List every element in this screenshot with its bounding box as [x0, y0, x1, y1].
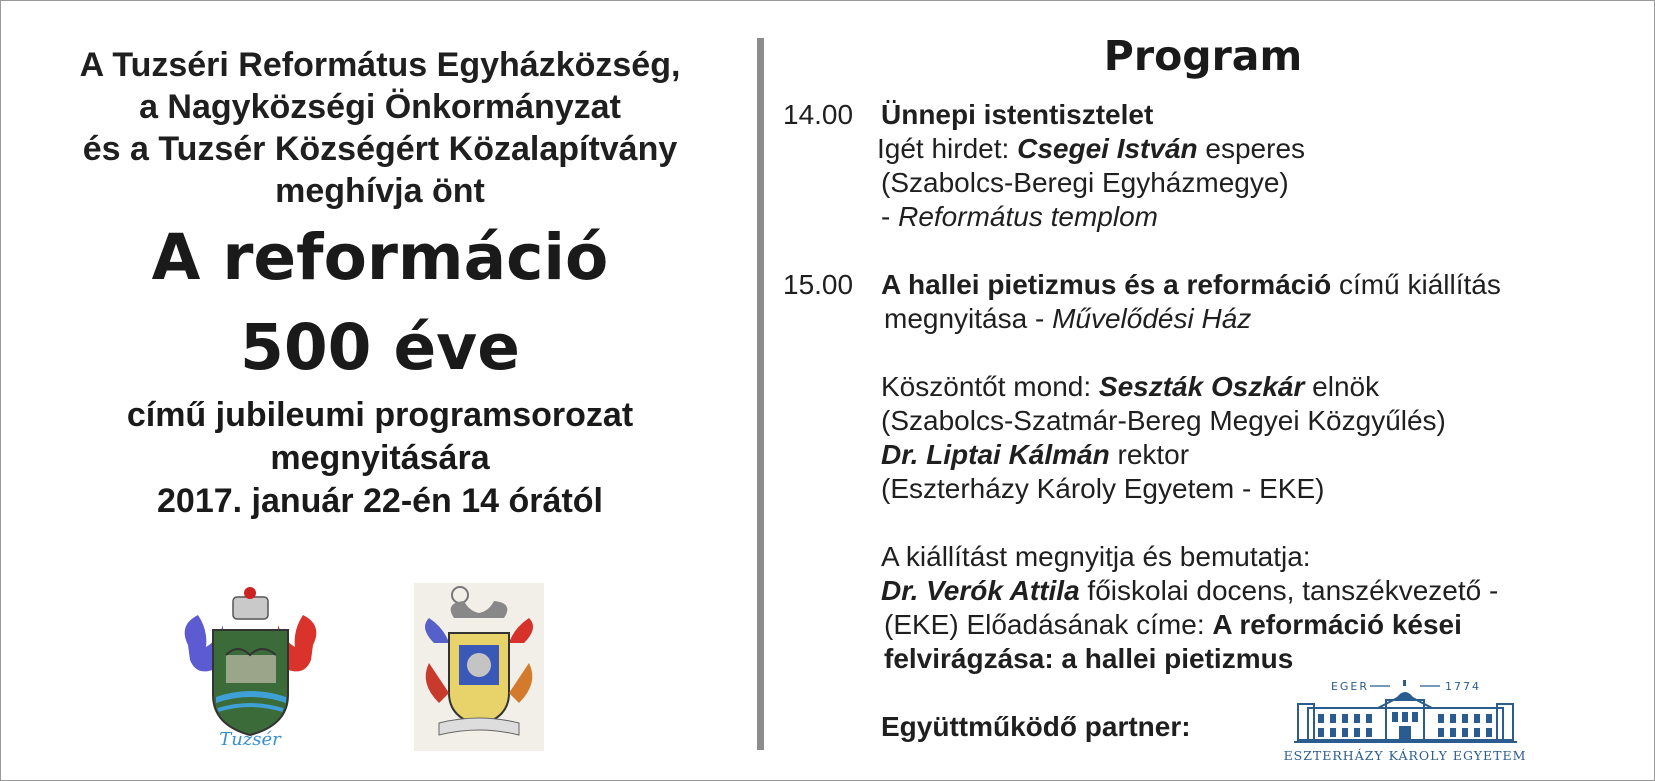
inviter-line: és a Tuzsér Községért Közalapítvány	[82, 130, 678, 168]
preacher-prefix: Igét hirdet:	[877, 133, 1018, 164]
preacher-name: Csegei István	[1017, 133, 1198, 164]
logo-year: 1774	[1445, 680, 1481, 693]
opening-prefix: megnyitása -	[884, 303, 1053, 334]
greeting-speaker: Seszták Oszkár	[1098, 371, 1305, 402]
rector-title: rektor	[1109, 439, 1190, 470]
exhibition-suffix: című kiállítás	[1331, 269, 1501, 300]
event-title-anniversary: 500 éve	[240, 311, 520, 384]
church-coat-of-arms	[414, 583, 544, 751]
inviters	[30, 44, 730, 212]
subtitle-line: megnyitására	[270, 439, 490, 477]
event-title: A reformáció	[151, 221, 609, 294]
docent-line	[881, 574, 1498, 608]
tuzser-coat-of-arms	[178, 585, 323, 750]
partner-label: Együttműködő partner:	[881, 711, 1191, 742]
location-prefix: -	[881, 201, 899, 232]
logo-name: ESZTERHÁZY KÁROLY EGYETEM	[1283, 748, 1527, 763]
item1-preacher-line	[877, 132, 1305, 166]
program-title: Program	[1103, 32, 1303, 80]
item1-heading: Ünnepi istentisztelet	[881, 99, 1154, 130]
event-date: 2017. január 22-én 14 órától	[157, 482, 603, 520]
item2-time: 15.00	[783, 269, 854, 300]
rector-org: (Eszterházy Károly Egyetem - EKE)	[881, 473, 1325, 504]
greeting-line	[881, 370, 1379, 404]
lecture-title-cont: felvirágzása: a hallei pietizmus	[884, 643, 1294, 674]
item1-time: 14.00	[783, 99, 854, 130]
subtitle-line: című jubileumi programsorozat	[126, 396, 634, 434]
exhibition-title: A hallei pietizmus és a reformáció	[881, 269, 1332, 300]
opener-intro: A kiállítást megnyitja és bemutatja:	[881, 541, 1311, 572]
rector-name: Dr. Liptai Kálmán	[881, 439, 1110, 470]
lecture-line	[884, 608, 1462, 642]
column-divider	[757, 38, 764, 750]
crest-caption: Tuzsér	[219, 729, 281, 750]
greeting-org: (Szabolcs-Szatmár-Bereg Megyei Közgyűlés)	[881, 405, 1446, 436]
docent-name: Dr. Verók Attila	[881, 575, 1080, 606]
rector-line	[881, 438, 1189, 472]
item1-diocese: (Szabolcs-Beregi Egyházmegye)	[881, 167, 1289, 198]
docent-title: főiskolai docens, tanszékvezető -	[1079, 575, 1499, 606]
preacher-title: esperes	[1197, 133, 1306, 164]
logo-city: EGER	[1330, 680, 1370, 693]
inviter-line: meghívja önt	[275, 172, 485, 210]
item2-heading	[881, 268, 1501, 302]
inviter-line: A Tuzséri Református Egyházközség,	[79, 46, 681, 84]
location-name: Református templom	[898, 201, 1158, 232]
eszterhazy-university-logo	[1278, 678, 1533, 766]
lecture-prefix: (EKE) Előadásának címe:	[884, 609, 1213, 640]
greeting-speaker-title: elnök	[1304, 371, 1380, 402]
invitation-column	[30, 44, 730, 523]
inviter-line: a Nagyközségi Önkormányzat	[139, 88, 621, 126]
lecture-title: A reformáció kései	[1212, 609, 1462, 640]
event-subtitle	[30, 394, 730, 523]
opening-place: Művelődési Ház	[1052, 303, 1252, 334]
item2-opening-line	[884, 302, 1251, 336]
greeting-prefix: Köszöntőt mond:	[881, 371, 1099, 402]
item1-location	[881, 200, 1158, 234]
